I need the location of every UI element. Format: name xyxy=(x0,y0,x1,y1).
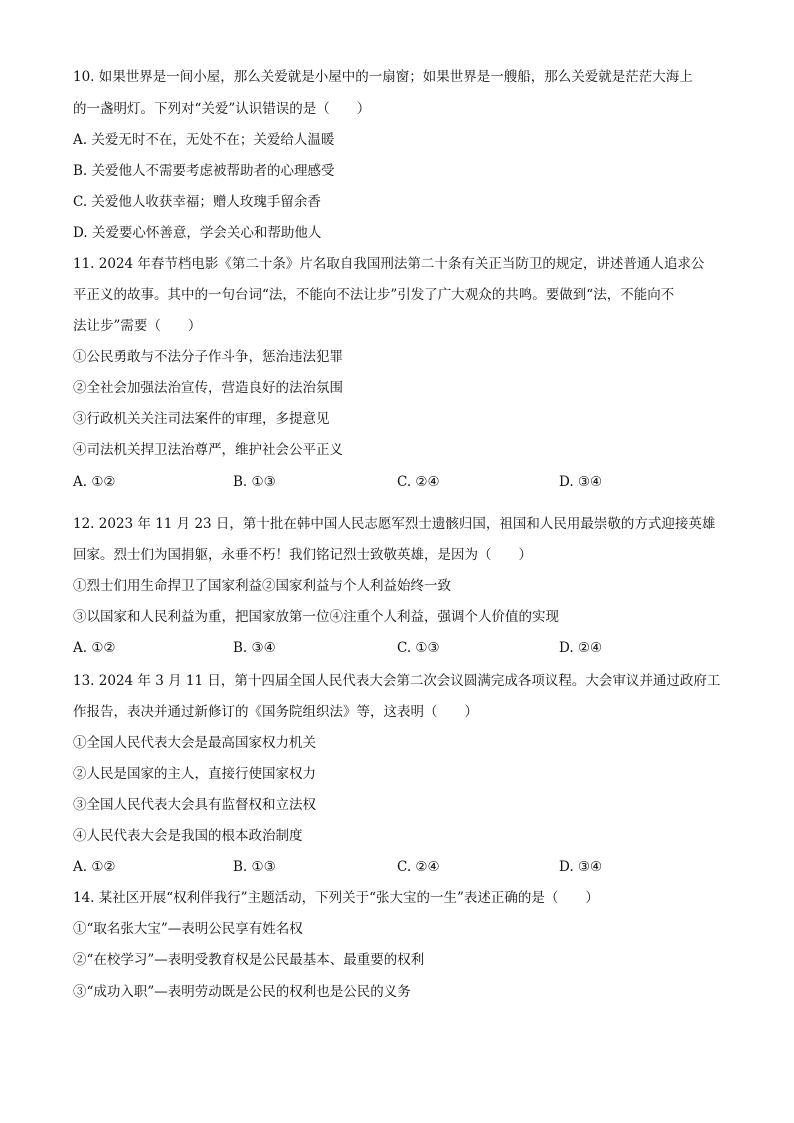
q12-choice-d: D. ②④ xyxy=(559,640,603,656)
q11-choice-d: D. ③④ xyxy=(559,474,603,490)
q10-stem-line-2: 的一盏明灯。下列对“关爱”认识错误的是（ ） xyxy=(73,101,371,117)
q14-item-3: ③“成功入职”—表明劳动既是公民的权利也是公民的义务 xyxy=(73,984,411,1000)
q11-choice-c: C. ②④ xyxy=(397,474,440,490)
q11-choice-b: B. ①③ xyxy=(233,474,276,490)
q13-item-1: ①全国人民代表大会是最高国家权力机关 xyxy=(73,735,316,751)
q10-option-a: A. 关爱无时不在，无处不在；关爱给人温暖 xyxy=(73,132,335,148)
q11-stem-line-3: 法让步”需要（ ） xyxy=(73,318,202,334)
q12-stem-line-2: 回家。烈士们为国捐躯，永垂不朽！我们铭记烈士致敬英雄，是因为（ ） xyxy=(73,547,532,563)
q13-stem-line-2: 作报告，表决并通过新修订的《国务院组织法》等，这表明（ ） xyxy=(73,704,478,720)
q14-stem-line-1: 14. 某社区开展“权利伴我行”主题活动，下列关于“张大宝的一生”表述正确的是（ ） xyxy=(73,890,599,906)
q11-choice-a: A. ①② xyxy=(73,474,116,490)
q13-choice-a: A. ①② xyxy=(73,859,116,875)
q12-choice-b: B. ③④ xyxy=(233,640,276,656)
q11-item-1: ①公民勇敢与不法分子作斗争，惩治违法犯罪 xyxy=(73,349,343,365)
q12-choice-c: C. ①③ xyxy=(397,640,440,656)
q13-item-3: ③全国人民代表大会具有监督权和立法权 xyxy=(73,797,316,813)
q13-item-4: ④人民代表大会是我国的根本政治制度 xyxy=(73,828,303,844)
q12-choices xyxy=(73,639,693,657)
q14-item-1: ①“取名张大宝”—表明公民享有姓名权 xyxy=(73,921,303,937)
q13-stem-line-1: 13. 2024 年 3 月 11 日，第十四届全国人民代表大会第二次会议圆满完成各项议程。大会审议并通过政府工 xyxy=(73,673,721,689)
q12-item-1: ①烈士们用生命捍卫了国家利益②国家利益与个人利益始终一致 xyxy=(73,578,451,594)
q11-choices xyxy=(73,473,693,491)
q10-stem-line-1: 10. 如果世界是一间小屋，那么关爱就是小屋中的一扇窗；如果世界是一艘船，那么关爱就是茫茫大海上 xyxy=(73,69,693,85)
q12-choice-a: A. ①② xyxy=(73,640,116,656)
q14-item-2: ②“在校学习”—表明受教育权是公民最基本、最重要的权利 xyxy=(73,952,425,968)
q13-choice-c: C. ②④ xyxy=(397,859,440,875)
q13-choice-d: D. ③④ xyxy=(559,859,603,875)
q11-item-2: ②全社会加强法治宣传，营造良好的法治氛围 xyxy=(73,380,343,396)
q10-option-b: B. 关爱他人不需要考虑被帮助者的心理感受 xyxy=(73,163,335,179)
q11-stem-line-1: 11. 2024 年春节档电影《第二十条》片名取自我国刑法第二十条有关正当防卫的规定，讲述普通人追求公 xyxy=(73,256,705,272)
q13-item-2: ②人民是国家的主人，直接行使国家权力 xyxy=(73,766,316,782)
q13-choices xyxy=(73,858,693,876)
q11-stem-line-2: 平正义的故事。其中的一句台词“法，不能向不法让步”引发了广大观众的共鸣。要做到“法，不能向不 xyxy=(73,287,675,303)
q12-item-2: ③以国家和人民利益为重，把国家放第一位④注重个人利益，强调个人价值的实现 xyxy=(73,609,559,625)
q11-item-3: ③行政机关关注司法案件的审理，多提意见 xyxy=(73,411,330,427)
q10-option-d: D. 关爱要心怀善意，学会关心和帮助他人 xyxy=(73,225,322,241)
q11-item-4: ④司法机关捍卫法治尊严，维护社会公平正义 xyxy=(73,442,343,458)
q13-choice-b: B. ①③ xyxy=(233,859,276,875)
q12-stem-line-1: 12. 2023 年 11 月 23 日，第十批在韩中国人民志愿军烈士遗骸归国，祖国和人民用最崇敬的方式迎接英雄 xyxy=(73,516,716,532)
q10-option-c: C. 关爱他人收获幸福；赠人玫瑰手留余香 xyxy=(73,194,321,210)
